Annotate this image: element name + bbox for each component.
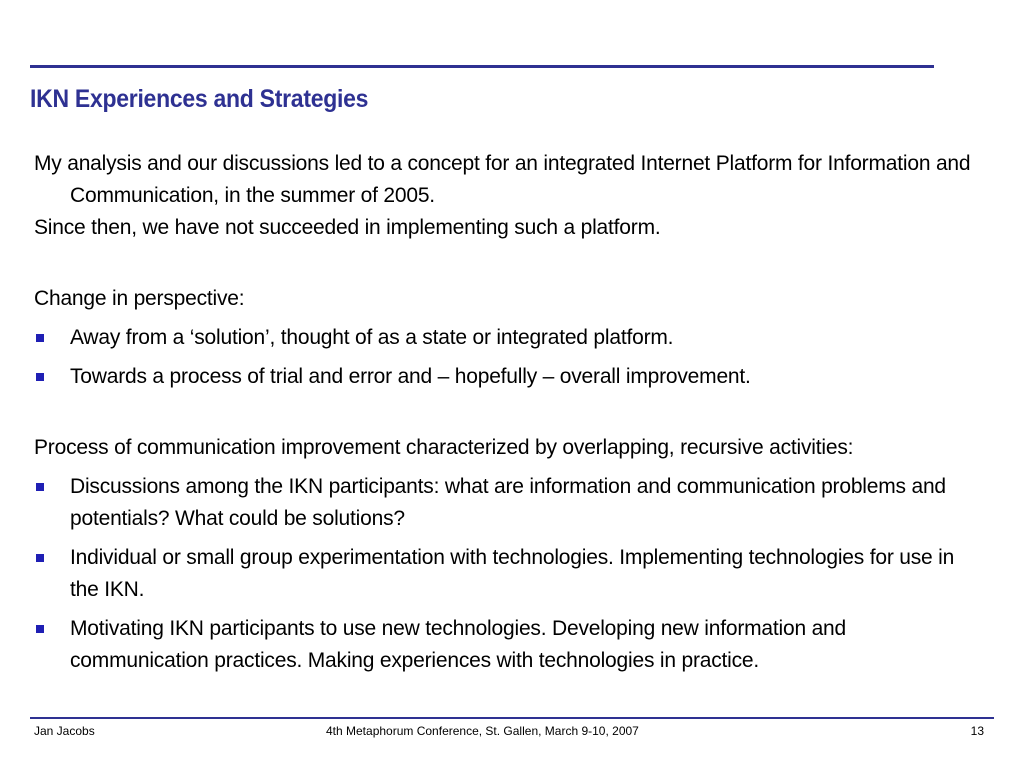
bullet-text: Individual or small group experimentation with technologies. Implementing technologies for use in the IKN. [70, 546, 955, 601]
list-item [34, 322, 974, 354]
process-heading: Process of communication improvement characterized by overlapping, recursive activities: [34, 436, 854, 459]
square-bullet-icon [36, 334, 44, 342]
header-rule [30, 65, 934, 68]
bullet-text: Away from a ‘solution’, thought of as a state or integrated platform. [70, 326, 674, 349]
slide-title: IKN Experiences and Strategies [30, 85, 369, 113]
list-item [34, 361, 974, 393]
section-spacer [34, 400, 974, 432]
square-bullet-icon [36, 373, 44, 381]
footer-author: Jan Jacobs [34, 724, 95, 738]
footer-rule [30, 717, 994, 719]
slide-body [34, 148, 974, 684]
intro-paragraph-2: Since then, we have not succeeded in implementing such a platform. [34, 216, 661, 239]
process-bullet-list [34, 471, 974, 677]
bullet-text: Motivating IKN participants to use new technologies. Developing new information and communication practices. Making experiences with technologies in practice. [70, 617, 847, 672]
list-item [34, 613, 974, 677]
intro-paragraph-1: My analysis and our discussions led to a concept for an integrated Internet Platform for Information and Communication, in the summer of 2005. [34, 152, 971, 207]
footer-event: 4th Metaphorum Conference, St. Gallen, March 9-10, 2007 [326, 724, 639, 738]
square-bullet-icon [36, 554, 44, 562]
square-bullet-icon [36, 625, 44, 633]
perspective-bullet-list [34, 322, 974, 393]
list-item [34, 471, 974, 535]
perspective-heading: Change in perspective: [34, 287, 245, 310]
section-spacer [34, 251, 974, 283]
bullet-text: Towards a process of trial and error and – hopefully – overall improvement. [70, 365, 751, 388]
square-bullet-icon [36, 483, 44, 491]
list-item [34, 542, 974, 606]
page-number: 13 [970, 724, 984, 738]
bullet-text: Discussions among the IKN participants: what are information and communication problems and potentials? What could be solutions? [70, 475, 946, 530]
